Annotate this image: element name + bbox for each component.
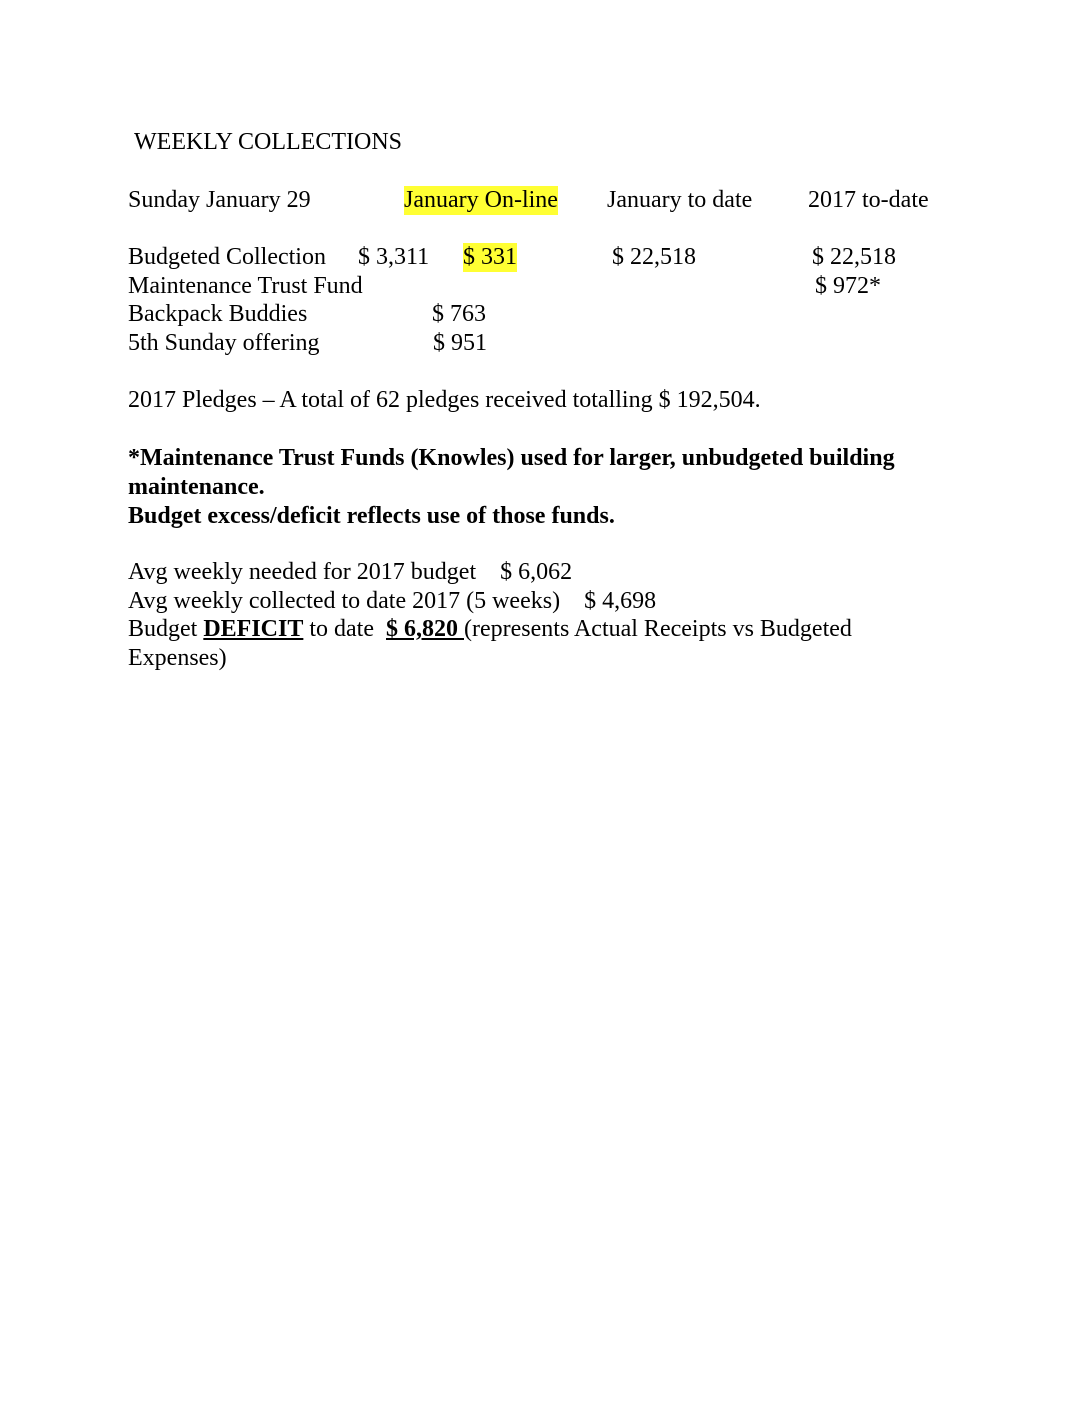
note-line-2: maintenance. [128,474,265,500]
row-month-value: $ 22,518 [612,244,696,270]
header-year-to-date: 2017 to-date [808,187,929,213]
note-line-3: Budget excess/deficit reflects use of those funds. [128,503,615,529]
row-label: 5th Sunday offering [128,330,320,356]
row-online-value: $ 331 [463,244,517,270]
deficit-suffix-line-2: Expenses) [128,645,227,671]
deficit-amount: $ 6,820 [386,616,464,642]
row-weekly-value: $ 951 [433,330,487,356]
budget-deficit-line [128,615,852,644]
row-weekly-value: $ 3,311 [358,244,430,270]
deficit-mid: to date [303,616,386,642]
row-label: Backpack Buddies [128,301,308,327]
avg-weekly-needed: Avg weekly needed for 2017 budget $ 6,062 [128,559,573,585]
deficit-word: DEFICIT [203,616,304,642]
pledges-text: 2017 Pledges – A total of 62 pledges received totalling $ 192,504. [128,387,761,413]
header-month-to-date: January to date [607,187,753,213]
header-online: January On-line [404,187,558,213]
deficit-prefix: Budget [128,616,204,642]
row-label: Maintenance Trust Fund [128,273,363,299]
page-title: WEEKLY COLLECTIONS [134,129,402,155]
row-year-value: $ 972* [815,273,881,299]
deficit-suffix: (represents Actual Receipts vs Budgeted [464,616,852,642]
header-date: Sunday January 29 [128,187,311,213]
avg-weekly-collected: Avg weekly collected to date 2017 (5 weeks) $ 4,698 [128,588,657,614]
row-year-value: $ 22,518 [812,244,896,270]
note-line-1: *Maintenance Trust Funds (Knowles) used for larger, unbudgeted building [128,445,895,471]
row-label: Budgeted Collection [128,244,326,270]
row-weekly-value: $ 763 [432,301,486,327]
